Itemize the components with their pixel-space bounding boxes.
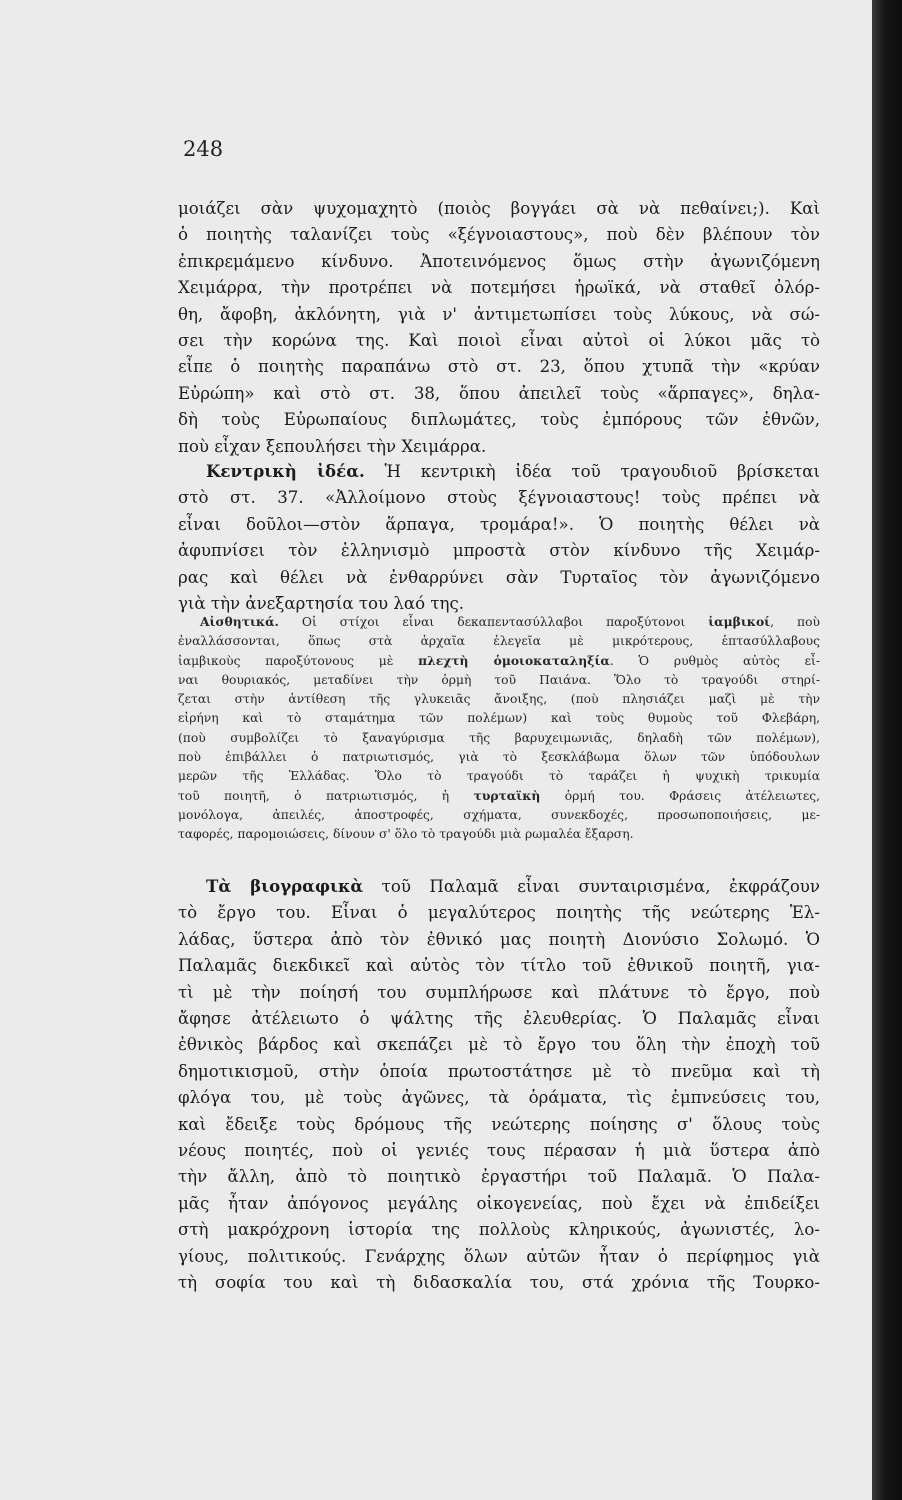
text-run: . Ὁ ρυθμὸς αὐτὸς εἶ- xyxy=(609,654,820,669)
text-line: τὶ μὲ τὴν ποίησή του συμπλήρωσε καὶ πλάτυνε τὸ ἔργο, ποὺ xyxy=(178,982,820,1002)
text-line: λάδας, ὕστερα ἀπὸ τὸν ἐθνικό μας ποιητὴ Διονύσιο Σολωμό. Ὁ xyxy=(178,929,820,949)
section-heading-biography: Τὰ βιογραφικὰ xyxy=(206,876,364,896)
text-line: Παλαμᾶς διεκδικεῖ καὶ αὐτὸς τὸν τίτλο τοῦ ἐθνικοῦ ποιητῆ, για- xyxy=(178,956,820,976)
text-line: στὸ στ. 37. «Ἀλλοίμονο στοὺς ξέγνοιαστους! τοὺς πρέπει νὰ xyxy=(178,488,820,508)
text-run: ἰαμβικοὺς παροξύτονους μὲ xyxy=(178,654,419,669)
text-line: δημοτικισμοῦ, στὴν ὁποία πρωτοστάτησε μὲ τὸ πνεῦμα καὶ τὴ xyxy=(178,1061,820,1081)
text-line: ἀφυπνίσει τὸν ἑλληνισμὸ μπροστὰ στὸν κίνδυνο τῆς Χειμάρ- xyxy=(178,541,820,561)
text-line: τὴ σοφία του καὶ τὴ διδασκαλία του, στά χρόνια τῆς Τουρκο- xyxy=(178,1273,820,1293)
text-line: ἐναλλάσσονται, ὅπως στὰ ἀρχαῖα ἐλεγεῖα μὲ μικρότερους, ἑπτασύλλαβους xyxy=(178,634,820,649)
text-line xyxy=(178,786,820,806)
text-line: ἐπικρεμάμενο κίνδυνο. Ἀποτεινόμενος ὅμως στὴν ἀγωνιζόμενη xyxy=(178,251,820,271)
text-run: τοῦ Παλαμᾶ εἶναι συνταιρισμένα, ἐκφράζουν xyxy=(363,877,820,896)
text-line: (ποὺ συμβολίζει τὸ ξαναγύρισμα τῆς βαρυχειμωνιᾶς, δηλαδὴ τῶν πολέμων), xyxy=(178,730,820,745)
text-run: Ἡ κεντρικὴ ἰδέα τοῦ τραγουδιοῦ βρίσκεται xyxy=(364,462,820,481)
text-line: ζεται στὴν ἀντίθεση τῆς γλυκειᾶς ἄνοιξης, (ποὺ πλησιάζει μαζὶ μὲ τὴν xyxy=(178,692,820,707)
text-line: στὴ μακρόχρονη ἱστορία της πολλοὺς κληρικούς, ἀγωνιστές, λο- xyxy=(178,1220,820,1240)
text-line: καὶ ἔδειξε τοὺς δρόμους τῆς νεώτερης ποίησης σ' ὅλους τοὺς xyxy=(178,1114,820,1134)
text-line: μονόλογα, ἀπειλές, ἀποστροφές, σχήματα, συνεκδοχές, προσωποποιήσεις, με- xyxy=(178,807,820,822)
text-run-bold: τυρταϊκὴ xyxy=(473,787,541,803)
scan-edge-shadow xyxy=(872,0,902,1500)
text-run-bold: πλεχτὴ ὁμοιοκαταληξία xyxy=(418,653,610,669)
text-line xyxy=(178,873,820,900)
text-line: σει τὴν κορώνα της. Καὶ ποιοὶ εἶναι αὐτοὶ οἱ λύκοι μᾶς τὸ xyxy=(178,331,820,351)
text-run: , ποὺ xyxy=(770,615,820,629)
text-line: Χειμάρρα, τὴν προτρέπει νὰ ποτεμήσει ἡρωϊκά, νὰ σταθεῖ ὀλόρ- xyxy=(178,278,820,298)
text-line: δὴ τοὺς Εὐρωπαίους διπλωμάτες, τοὺς ἐμπόρους τῶν ἐθνῶν, xyxy=(178,410,820,430)
text-run: τοῦ ποιητῆ, ὁ πατριωτισμός, ἡ xyxy=(178,788,474,803)
page-number: 248 xyxy=(183,137,224,161)
text-line: γίους, πολιτικούς. Γενάρχης ὅλων αὐτῶν ἦταν ὁ περίφημος γιὰ xyxy=(178,1246,820,1266)
text-run: ὁρμή του. Φράσεις ἀτέλειωτες, xyxy=(540,788,821,803)
text-line: ταφορές, παρομοιώσεις, δίνουν σ' ὅλο τὸ τραγούδι μιὰ ρωμαλέα ἔξαρση. xyxy=(178,827,634,842)
text-line: ποὺ εἶχαν ξεπουλήσει τὴν Χειμάρρα. xyxy=(178,436,487,456)
text-line: ἄφησε ἀτέλειωτο ὁ ψάλτης τῆς ἐλευθερίας. Ὁ Παλαμᾶς εἶναι xyxy=(178,1009,820,1029)
text-line: ὁ ποιητὴς ταλανίζει τοὺς «ξέγνοιαστους», ποὺ δὲν βλέπουν τὸν xyxy=(178,225,820,245)
text-line: ναι θουριακός, μεταδίνει τὴν ὁρμὴ τοῦ Παιάνα. Ὅλο τὸ τραγούδι στηρί- xyxy=(178,673,820,688)
text-line: τὸ ἔργο του. Εἶναι ὁ μεγαλύτερος ποιητὴς τῆς νεώτερης Ἑλ- xyxy=(178,903,820,923)
text-line xyxy=(178,458,820,485)
text-line: ρας καὶ θέλει νὰ ἐνθαρρύνει σὰν Τυρταῖος τὸν ἀγωνιζόμενο xyxy=(178,567,820,587)
text-line: εἶπε ὁ ποιητὴς παραπάνω στὸ στ. 23, ὅπου χτυπᾶ τὴν «κρύαν xyxy=(178,357,820,377)
text-line: ποὺ ἐπιβάλλει ὁ πατριωτισμός, γιὰ τὸ ξεσκλάβωμα ὅλων τῶν ὑπόδουλων xyxy=(178,749,820,764)
text-line: ἐθνικὸς βάρδος καὶ σκεπάζει μὲ τὸ ἔργο του ὅλη τὴν ἐποχὴ τοῦ xyxy=(178,1035,820,1055)
text-line xyxy=(178,612,820,632)
text-line xyxy=(178,651,820,671)
paragraph-central-idea xyxy=(178,458,820,617)
text-line: εἶναι δοῦλοι—στὸν ἅρπαγα, τρομάρα!». Ὁ ποιητὴς θέλει νὰ xyxy=(178,514,820,534)
text-line: τὴν ἄλλη, ἀπὸ τὸ ποιητικὸ ἐργαστήρι τοῦ Παλαμᾶ. Ὁ Παλα- xyxy=(178,1167,820,1187)
text-line: μοιάζει σὰν ψυχομαχητὸ (ποιὸς βογγάει σὰ νὰ πεθαίνει;). Καὶ xyxy=(178,199,820,218)
text-line: νέους ποιητές, ποὺ οἱ γενιές τους πέρασαν ἡ μιὰ ὕστερα ἀπὸ xyxy=(178,1141,820,1161)
paragraph-poem-commentary xyxy=(178,196,820,460)
text-line: μᾶς ἦταν ἀπόγονος μεγάλης οἰκογενείας, ποὺ ἔχει νὰ ἐπιδείξει xyxy=(178,1193,820,1213)
text-line: εἰρήνη καὶ τὸ σταμάτημα τῶν πολέμων) καὶ τοὺς θυμοὺς τοῦ Φλεβάρη, xyxy=(178,711,820,726)
text-line: μερῶν τῆς Ἑλλάδας. Ὅλο τὸ τραγούδι τὸ ταράζει ἡ ψυχικὴ τρικυμία xyxy=(178,768,820,783)
text-run: Οἱ στίχοι εἶναι δεκαπεντασύλλαβοι παροξύτονοι xyxy=(278,615,709,629)
text-line: Εὐρώπη» καὶ στὸ στ. 38, ὅπου ἀπειλεῖ τοὺς «ἅρπαγες», δηλα- xyxy=(178,383,820,403)
text-line: γιὰ τὴν ἀνεξαρτησία του λαό της. xyxy=(178,594,465,614)
text-run-bold: ἰαμβικοί xyxy=(708,614,771,629)
paragraph-biography xyxy=(178,873,820,1297)
text-line: θη, ἄφοβη, ἀκλόνητη, γιὰ ν' ἀντιμετωπίσει τοὺς λύκους, νὰ σώ- xyxy=(178,304,820,324)
aesthetics-note xyxy=(178,612,820,844)
section-heading-aesthetics: Αἰσθητικά. xyxy=(200,614,279,629)
text-line: φλόγα του, μὲ τοὺς ἀγῶνες, τὰ ὁράματα, τὶς ἐμπνεύσεις του, xyxy=(178,1088,820,1108)
section-heading-central-idea: Κεντρικὴ ἰδέα. xyxy=(206,461,365,481)
